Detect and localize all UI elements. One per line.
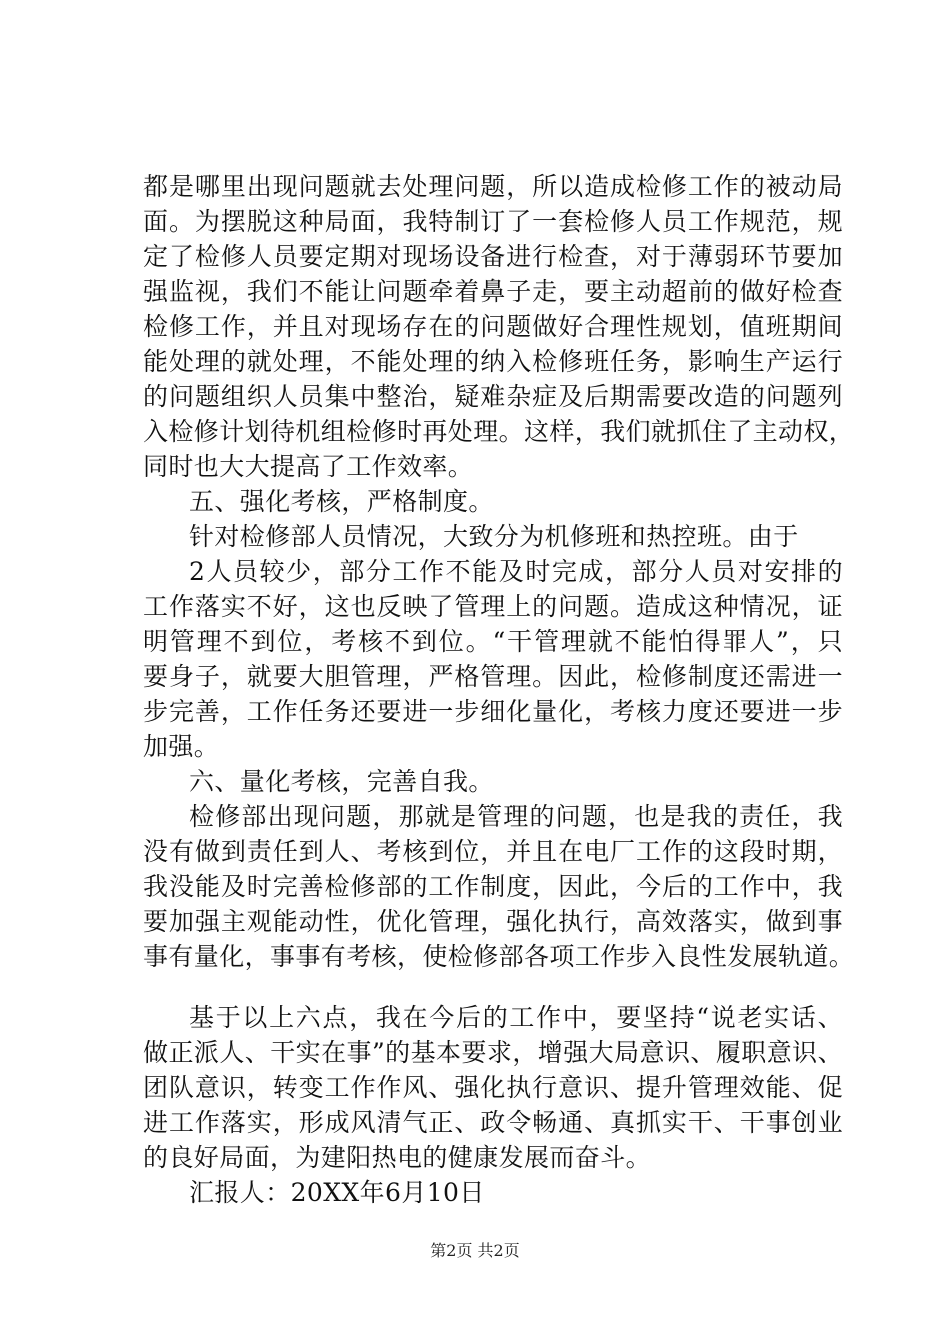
paragraph-4 [143,1000,843,1175]
text-line: 能处理的就处理，不能处理的纳入检修班任务，影响生产运行 [143,347,843,376]
text-line: 的良好局面，为建阳热电的健康发展而奋斗。 [143,1143,652,1172]
text-line: 加强。 [143,732,220,761]
page-footer: 第2页 共2页 [430,1241,520,1260]
text-line: 步完善，工作任务还要进一步细化量化，考核力度还要进一步 [143,697,843,726]
document-body [143,169,855,1210]
text-line: 我没能及时完善检修部的工作制度，因此，今后的工作中，我 [143,872,843,901]
paragraph-2 [143,554,843,764]
text-line: 要身子，就要大胆管理，严格管理。因此，检修制度还需进一 [143,662,843,691]
text-line: 强监视，我们不能让问题牵着鼻子走，要主动超前的做好检查 [143,277,843,306]
text-line: 事有量化，事事有考核，使检修部各项工作步入良性发展轨道。 [143,942,855,971]
text-line: 定了检修人员要定期对现场设备进行检查，对于薄弱环节要加 [143,242,843,271]
text-line: 入检修计划待机组检修时再处理。这样，我们就抓住了主动权， [143,417,855,446]
text-line: 明管理不到位，考核不到位。“干管理就不能怕得罪人”，只 [143,627,843,656]
section-heading-5: 五、强化考核，严格制度。 [189,487,494,516]
paragraph-3 [143,799,855,974]
paragraph-1 [143,169,855,484]
text-line: 基于以上六点，我在今后的工作中，要坚持“说老实话、 [189,1003,843,1032]
signature-line: 汇报人：20XX年6月10日 [189,1178,485,1207]
text-line: 做正派人、干实在事”的基本要求，增强大局意识、履职意识、 [143,1038,843,1067]
text-line: 面。为摆脱这种局面，我特制订了一套检修人员工作规范，规 [143,207,843,236]
text-line: 检修工作，并且对现场存在的问题做好合理性规划，值班期间 [143,312,843,341]
paragraph-gap [143,974,843,1000]
text-line: 的问题组织人员集中整治，疑难杂症及后期需要改造的问题列 [143,382,843,411]
text-line: 没有做到责任到人、考核到位，并且在电厂工作的这段时期， [143,837,843,866]
text-line: 2人员较少，部分工作不能及时完成，部分人员对安排的 [189,557,843,586]
text-line: 进工作落实，形成风清气正、政令畅通、真抓实干、干事创业 [143,1108,843,1137]
text-line: 要加强主观能动性，优化管理，强化执行，高效落实，做到事 [143,907,843,936]
text-line: 都是哪里出现问题就去处理问题，所以造成检修工作的被动局 [143,172,843,201]
section-heading-6: 六、量化考核，完善自我。 [189,767,494,796]
text-line: 同时也大大提高了工作效率。 [143,452,474,481]
text-line: 工作落实不好，这也反映了管理上的问题。造成这种情况，证 [143,592,843,621]
text-line: 检修部出现问题，那就是管理的问题，也是我的责任，我 [189,802,843,831]
paragraph-2-intro: 针对检修部人员情况，大致分为机修班和热控班。由于 [189,522,799,551]
text-line: 团队意识，转变工作作风、强化执行意识、提升管理效能、促 [143,1073,843,1102]
